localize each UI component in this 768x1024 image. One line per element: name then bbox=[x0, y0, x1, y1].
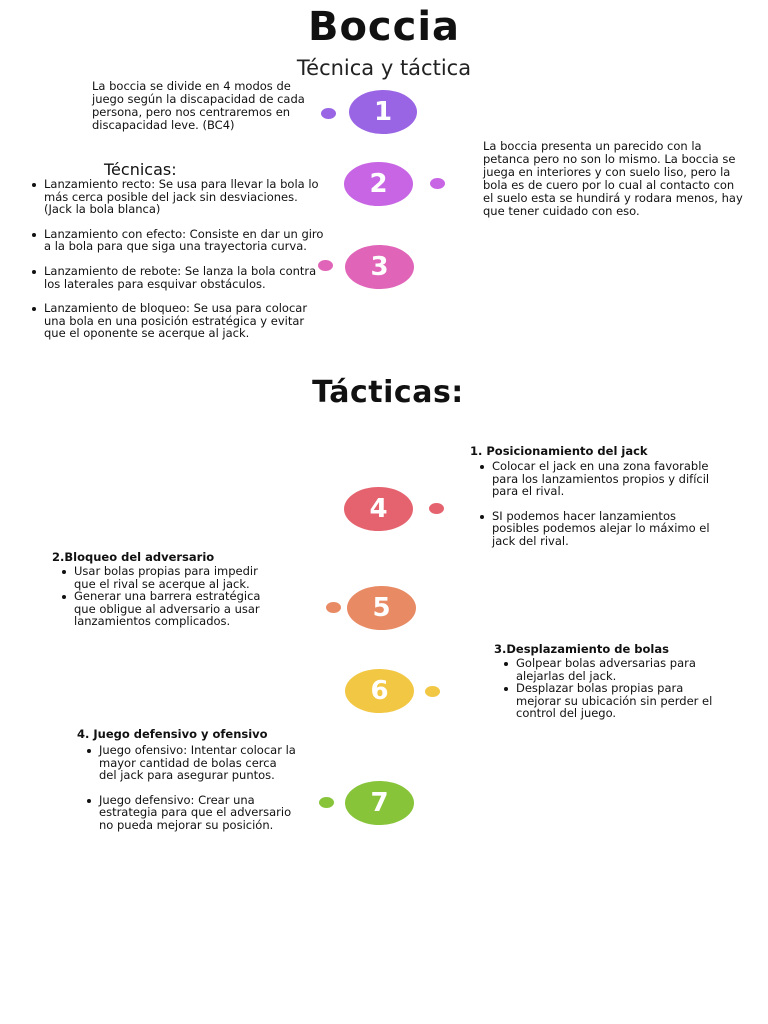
list-item: SI podemos hacer lanzamientos posibles podemos alejar lo máximo el jack del rival. bbox=[492, 508, 710, 548]
tactica-title: 3.Desplazamiento de bolas bbox=[494, 642, 669, 656]
step-1-circle bbox=[349, 90, 417, 134]
page-title: Boccia bbox=[307, 4, 461, 50]
step-7-dot bbox=[319, 797, 334, 808]
step-3-circle bbox=[345, 245, 414, 289]
tacticas-heading: Tácticas: bbox=[312, 375, 464, 410]
list-item: Generar una barrera estratégica que obligue al adversario a usar lanzamientos complicados. bbox=[74, 590, 272, 628]
step-3-dot bbox=[318, 260, 333, 271]
tactica-bloqueo bbox=[52, 551, 272, 628]
step-number: 4 bbox=[369, 494, 388, 524]
step-2-circle bbox=[344, 162, 413, 206]
step-7-circle bbox=[345, 781, 414, 825]
step-6-dot bbox=[425, 686, 440, 697]
tactica-desplazamiento bbox=[494, 643, 720, 720]
step-number: 5 bbox=[372, 593, 391, 623]
tactica-juego bbox=[77, 728, 297, 832]
list-item: Colocar el jack en una zona favorable para los lanzamientos propios y difícil para el rival. bbox=[492, 459, 710, 499]
list-item: Usar bolas propias para impedir que el rival se acerque al jack. bbox=[74, 565, 272, 590]
step-1-dot bbox=[321, 108, 336, 119]
list-item: Juego defensivo: Crear una estrategia para que el adversario no pueda mejorar su posición. bbox=[99, 794, 297, 832]
step-number: 7 bbox=[370, 788, 389, 818]
list-item: Juego ofensivo: Intentar colocar la mayor cantidad de bolas cerca del jack para asegurar puntos. bbox=[99, 743, 296, 783]
step-number: 3 bbox=[370, 252, 389, 282]
step-6-circle bbox=[345, 669, 414, 713]
tecnicas-list bbox=[26, 178, 324, 340]
tactica-title: 4. Juego defensivo y ofensivo bbox=[77, 727, 268, 741]
list-item: Desplazar bolas propias para mejorar su ubicación sin perder el control del juego. bbox=[516, 682, 720, 720]
step-4-dot bbox=[429, 503, 444, 514]
list-item: Golpear bolas adversarias para alejarlas del jack. bbox=[516, 657, 720, 682]
page-subtitle: Técnica y táctica bbox=[296, 56, 472, 80]
step-number: 6 bbox=[370, 676, 389, 706]
intro-right-text: La boccia presenta un parecido con la petanca pero no son lo mismo. La boccia se juega en interiores y con suelo liso, pero la bola es de cuero por lo cual al contacto con el suelo esta se hundirá y rodara menos, hay que tener cuidado con eso. bbox=[483, 139, 743, 218]
tecnicas-heading: Técnicas: bbox=[104, 160, 177, 179]
step-number: 2 bbox=[369, 169, 388, 199]
list-item: Lanzamiento de bloqueo: Se usa para colocar una bola en una posición estratégica y evitar que el oponente se acerque al jack. bbox=[44, 302, 324, 340]
step-4-circle bbox=[344, 487, 413, 531]
list-item: Lanzamiento recto: Se usa para llevar la bola lo más cerca posible del jack sin desviaciones. (Jack la bola blanca) bbox=[44, 178, 324, 216]
tactica-title: 1. Posicionamiento del jack bbox=[470, 444, 648, 458]
step-number: 1 bbox=[373, 97, 393, 127]
intro-left-text: La boccia se divide en 4 modos de juego según la discapacidad de cada persona, pero nos centraremos en discapacidad leve. (BC4) bbox=[92, 79, 305, 132]
list-item: Lanzamiento de rebote: Se lanza la bola contra los laterales para esquivar obstáculos. bbox=[44, 265, 324, 290]
step-2-dot bbox=[430, 178, 445, 189]
tactica-title: 2.Bloqueo del adversario bbox=[52, 550, 215, 564]
list-item: Lanzamiento con efecto: Consiste en dar un giro a la bola para que siga una trayectoria curva. bbox=[44, 226, 324, 254]
tactica-posicionamiento bbox=[470, 445, 710, 548]
step-5-dot bbox=[326, 602, 341, 613]
step-5-circle bbox=[347, 586, 416, 630]
